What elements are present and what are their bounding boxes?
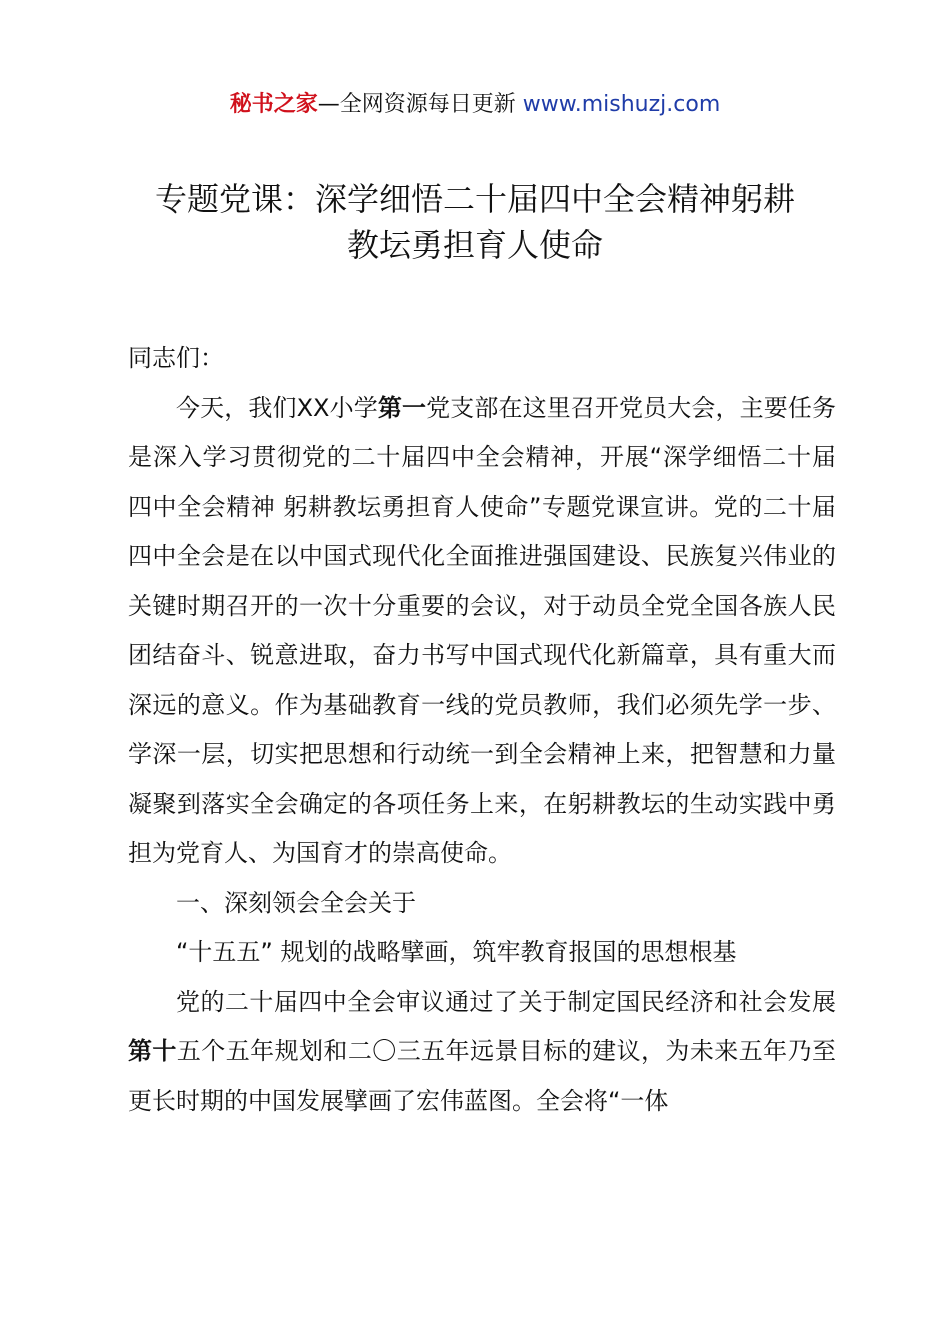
site-url-link[interactable]: www.mishuzj.com: [522, 92, 721, 117]
title-line-1: 专题党课：深学细悟二十届四中全会精神躬耕: [154, 180, 795, 218]
site-slogan: —全网资源每日更新: [317, 92, 523, 117]
paragraph-intro-start: 今天，我们XX小学: [176, 393, 378, 422]
paragraph-section-1: [128, 978, 836, 1127]
brand-name: 秘书之家: [229, 92, 318, 117]
paragraph-intro-rest: 党支部在这里召开党员大会，主要任务是深入学习贯彻党的二十届四中全会精神，开展“深学细悟二十届四中全会精神 躬耕教坛勇担育人使命”专题党课宣讲。党的二十届四中全会是在以中国式现代化全面推进强国建设、民族复兴伟业的关键时期召开的一次十分重要的会议，对于动员全党全国各族人民团结奋斗、锐意进取，奋力书写中国式现代化新篇章，具有重大而深远的意义。作为基础教育一线的党员教师，我们必须先学一步、学深一层，切实把思想和行动统一到全会精神上来，把智慧和力量凝聚到落实全会确定的各项任务上来，在躬耕教坛的生动实践中勇担为党育人、为国育才的崇高使命。: [128, 393, 837, 867]
title-line-2: 教坛勇担育人使命: [346, 226, 603, 264]
paragraph-section-1-rest: 五个五年规划和二〇三五年远景目标的建议，为未来五年乃至更长时期的中国发展擘画了宏伟蓝图。全会将“一体: [128, 1037, 837, 1115]
document-body: [128, 334, 836, 1126]
salutation: 同志们：: [128, 344, 224, 372]
paragraph-section-1-bold: 第十: [128, 1037, 177, 1065]
site-header: [0, 88, 950, 122]
section-1-heading-line-2: “十五五” 规划的战略擘画，筑牢教育报国的思想根基: [176, 938, 737, 966]
paragraph-intro-bold: 第一: [377, 393, 427, 422]
paragraph-section-1-start: 党的二十届四中全会审议通过了关于制定国民经济和社会发展: [176, 987, 836, 1016]
section-1-heading-line-1: 一、深刻领会全会关于: [176, 888, 416, 917]
paragraph-intro: [128, 384, 836, 879]
document-title: [100, 176, 850, 268]
